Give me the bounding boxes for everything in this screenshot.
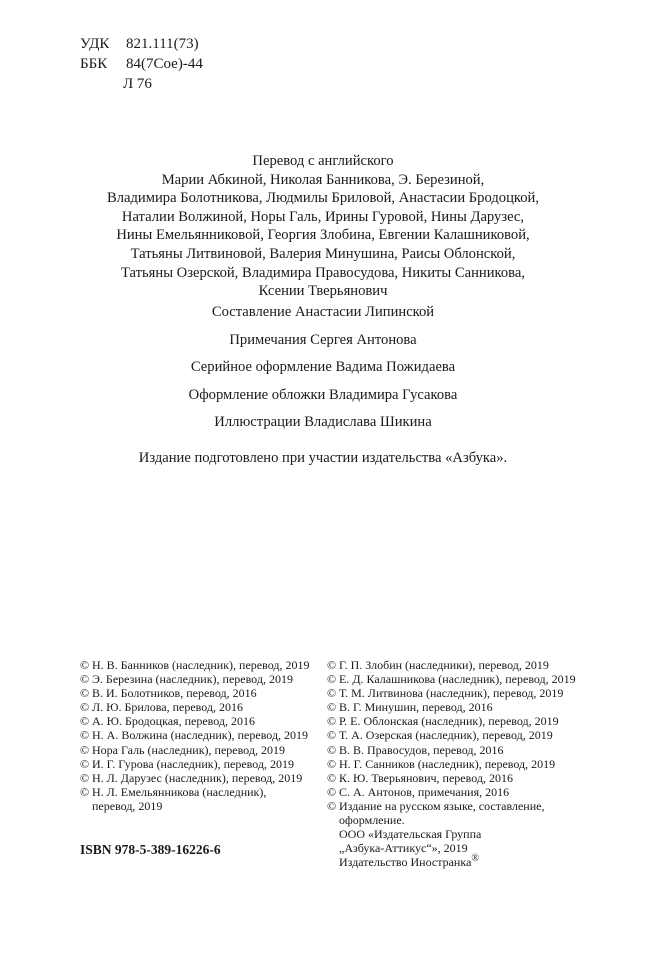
translator-line: Нины Емельянниковой, Георгия Злобина, Евгении Калашниковой,	[116, 227, 530, 244]
classification-block	[80, 34, 203, 94]
compilation-credit: Составление Анастасии Липинской	[211, 304, 435, 320]
isbn: ISBN 978-5-389-16226-6	[80, 842, 221, 857]
copyright-text: Н. Г. Санников (наследник), перевод, 2019	[339, 756, 556, 771]
registered-mark: ®	[471, 853, 479, 865]
series-design-credit: Серийное оформление Вадима Пожидаева	[190, 359, 456, 375]
copyrights-right-column	[327, 658, 587, 869]
udk-value: 821.111(73)	[126, 36, 199, 52]
translator-line: Владимира Болотникова, Людмилы Бриловой, Анастасии Бродоцкой,	[107, 190, 539, 207]
edition-note: Издание подготовлено при участии издательства «Азбука».	[138, 450, 508, 466]
copyright-entry	[327, 714, 587, 728]
copyright-text: И. Г. Гурова (наследник), перевод, 2019	[92, 756, 294, 771]
copyright-entry	[80, 757, 320, 771]
copyright-icon: ©	[327, 798, 337, 813]
copyright-icon: ©	[327, 728, 337, 743]
copyright-text: оформление.	[339, 813, 405, 828]
copyright-entry	[327, 757, 587, 771]
copyright-entry	[80, 658, 320, 672]
udk-row	[80, 34, 203, 54]
copyright-icon: ©	[80, 728, 90, 743]
copyright-text: Т. А. Озерская (наследник), перевод, 2019	[339, 728, 553, 743]
copyright-text: В. Г. Минушин, перевод, 2016	[339, 700, 493, 715]
copyright-icon: ©	[327, 700, 337, 715]
copyright-text: Издание на русском языке, составление,	[339, 798, 545, 813]
copyright-entry	[327, 799, 587, 869]
copyright-icon: ©	[327, 784, 337, 799]
copyright-text: ООО «Издательская Группа	[339, 827, 482, 842]
copyright-text: Издательство Иностранка	[339, 855, 472, 870]
copyright-entry	[327, 672, 587, 686]
copyright-icon: ©	[80, 742, 90, 757]
copyright-icon: ©	[80, 686, 90, 701]
copyright-text: Нора Галь (наследник), перевод, 2019	[92, 742, 285, 757]
bbk-label: ББК	[80, 56, 108, 72]
copyright-text: „Азбука-Аттикус“», 2019	[339, 841, 468, 856]
bbk-row	[80, 54, 203, 74]
copyright-icon: ©	[80, 756, 90, 771]
translator-line: Татьяны Озерской, Владимира Правосудова, Никиты Санникова,	[121, 264, 525, 281]
copyright-icon: ©	[327, 686, 337, 701]
copyright-text: С. А. Антонов, примечания, 2016	[339, 784, 510, 799]
copyright-text: Т. М. Литвинова (наследник), перевод, 2019	[339, 686, 564, 701]
bbk-value: 84(7Сое)-44	[126, 56, 203, 72]
copyright-icon: ©	[80, 700, 90, 715]
copyright-icon: ©	[80, 672, 90, 687]
copyright-text: Е. Д. Калашникова (наследник), перевод, 2019	[339, 672, 576, 687]
copyright-icon: ©	[80, 658, 90, 672]
copyright-entry	[327, 686, 587, 700]
copyright-icon: ©	[327, 756, 337, 771]
copyright-text: Э. Березина (наследник), перевод, 2019	[92, 672, 293, 687]
copyright-entry	[80, 686, 320, 700]
copyright-icon: ©	[327, 658, 337, 672]
copyright-entry	[80, 771, 320, 785]
copyright-icon: ©	[80, 784, 90, 799]
translator-line: Ксении Тверьянович	[258, 283, 388, 300]
author-sign: Л 76	[123, 76, 152, 92]
copyright-icon: ©	[327, 714, 337, 729]
copyright-icon: ©	[327, 770, 337, 785]
copyright-text: А. Ю. Бродоцкая, перевод, 2016	[92, 714, 255, 729]
copyright-icon: ©	[327, 672, 337, 687]
copyrights-left-column	[80, 658, 320, 813]
udk-label: УДК	[80, 36, 110, 52]
copyright-icon: ©	[327, 742, 337, 757]
translation-credits	[0, 152, 646, 301]
copyright-entry	[80, 700, 320, 714]
copyright-entry	[80, 714, 320, 728]
translator-line: Наталии Волжиной, Норы Галь, Ирины Гуровой, Нины Дарузес,	[121, 208, 525, 225]
copyright-entry	[80, 728, 320, 742]
translator-line: Татьяны Литвиновой, Валерия Минушина, Раисы Облонской,	[130, 245, 516, 262]
copyright-entry	[80, 743, 320, 757]
copyright-entry	[327, 658, 587, 672]
copyright-text: перевод, 2019	[92, 798, 163, 813]
copyright-entry	[80, 672, 320, 686]
copyright-entry	[80, 785, 320, 813]
translation-heading: Перевод с английского	[252, 153, 394, 169]
copyright-icon: ©	[80, 714, 90, 729]
cover-design-credit: Оформление обложки Владимира Гусакова	[188, 387, 458, 403]
copyright-text: В. И. Болотников, перевод, 2016	[92, 686, 257, 701]
copyright-entry	[327, 771, 587, 785]
copyright-text: Н. В. Банников (наследник), перевод, 2019	[92, 658, 310, 672]
copyright-text: Л. Ю. Брилова, перевод, 2016	[92, 700, 244, 715]
copyright-text: Н. Л. Емельянникова (наследник),	[92, 784, 267, 799]
copyright-text: Н. А. Волжина (наследник), перевод, 2019	[92, 728, 309, 743]
copyright-icon: ©	[80, 770, 90, 785]
copyright-text: К. Ю. Тверьянович, перевод, 2016	[339, 770, 513, 785]
copyright-text: Р. Е. Облонская (наследник), перевод, 2019	[339, 714, 559, 729]
copyright-text: В. В. Правосудов, перевод, 2016	[339, 742, 504, 757]
copyright-text: Н. Л. Дарузес (наследник), перевод, 2019	[92, 770, 303, 785]
copyright-entry	[327, 743, 587, 757]
copyright-entry	[327, 785, 587, 799]
illustrations-credit: Иллюстрации Владислава Шикина	[214, 414, 432, 430]
notes-credit: Примечания Сергея Антонова	[229, 332, 417, 348]
copyright-entry	[327, 700, 587, 714]
copyright-text: Г. П. Злобин (наследники), перевод, 2019	[339, 658, 549, 672]
copyright-entry	[327, 728, 587, 742]
translator-line: Марии Абкиной, Николая Банникова, Э. Березиной,	[161, 171, 485, 188]
